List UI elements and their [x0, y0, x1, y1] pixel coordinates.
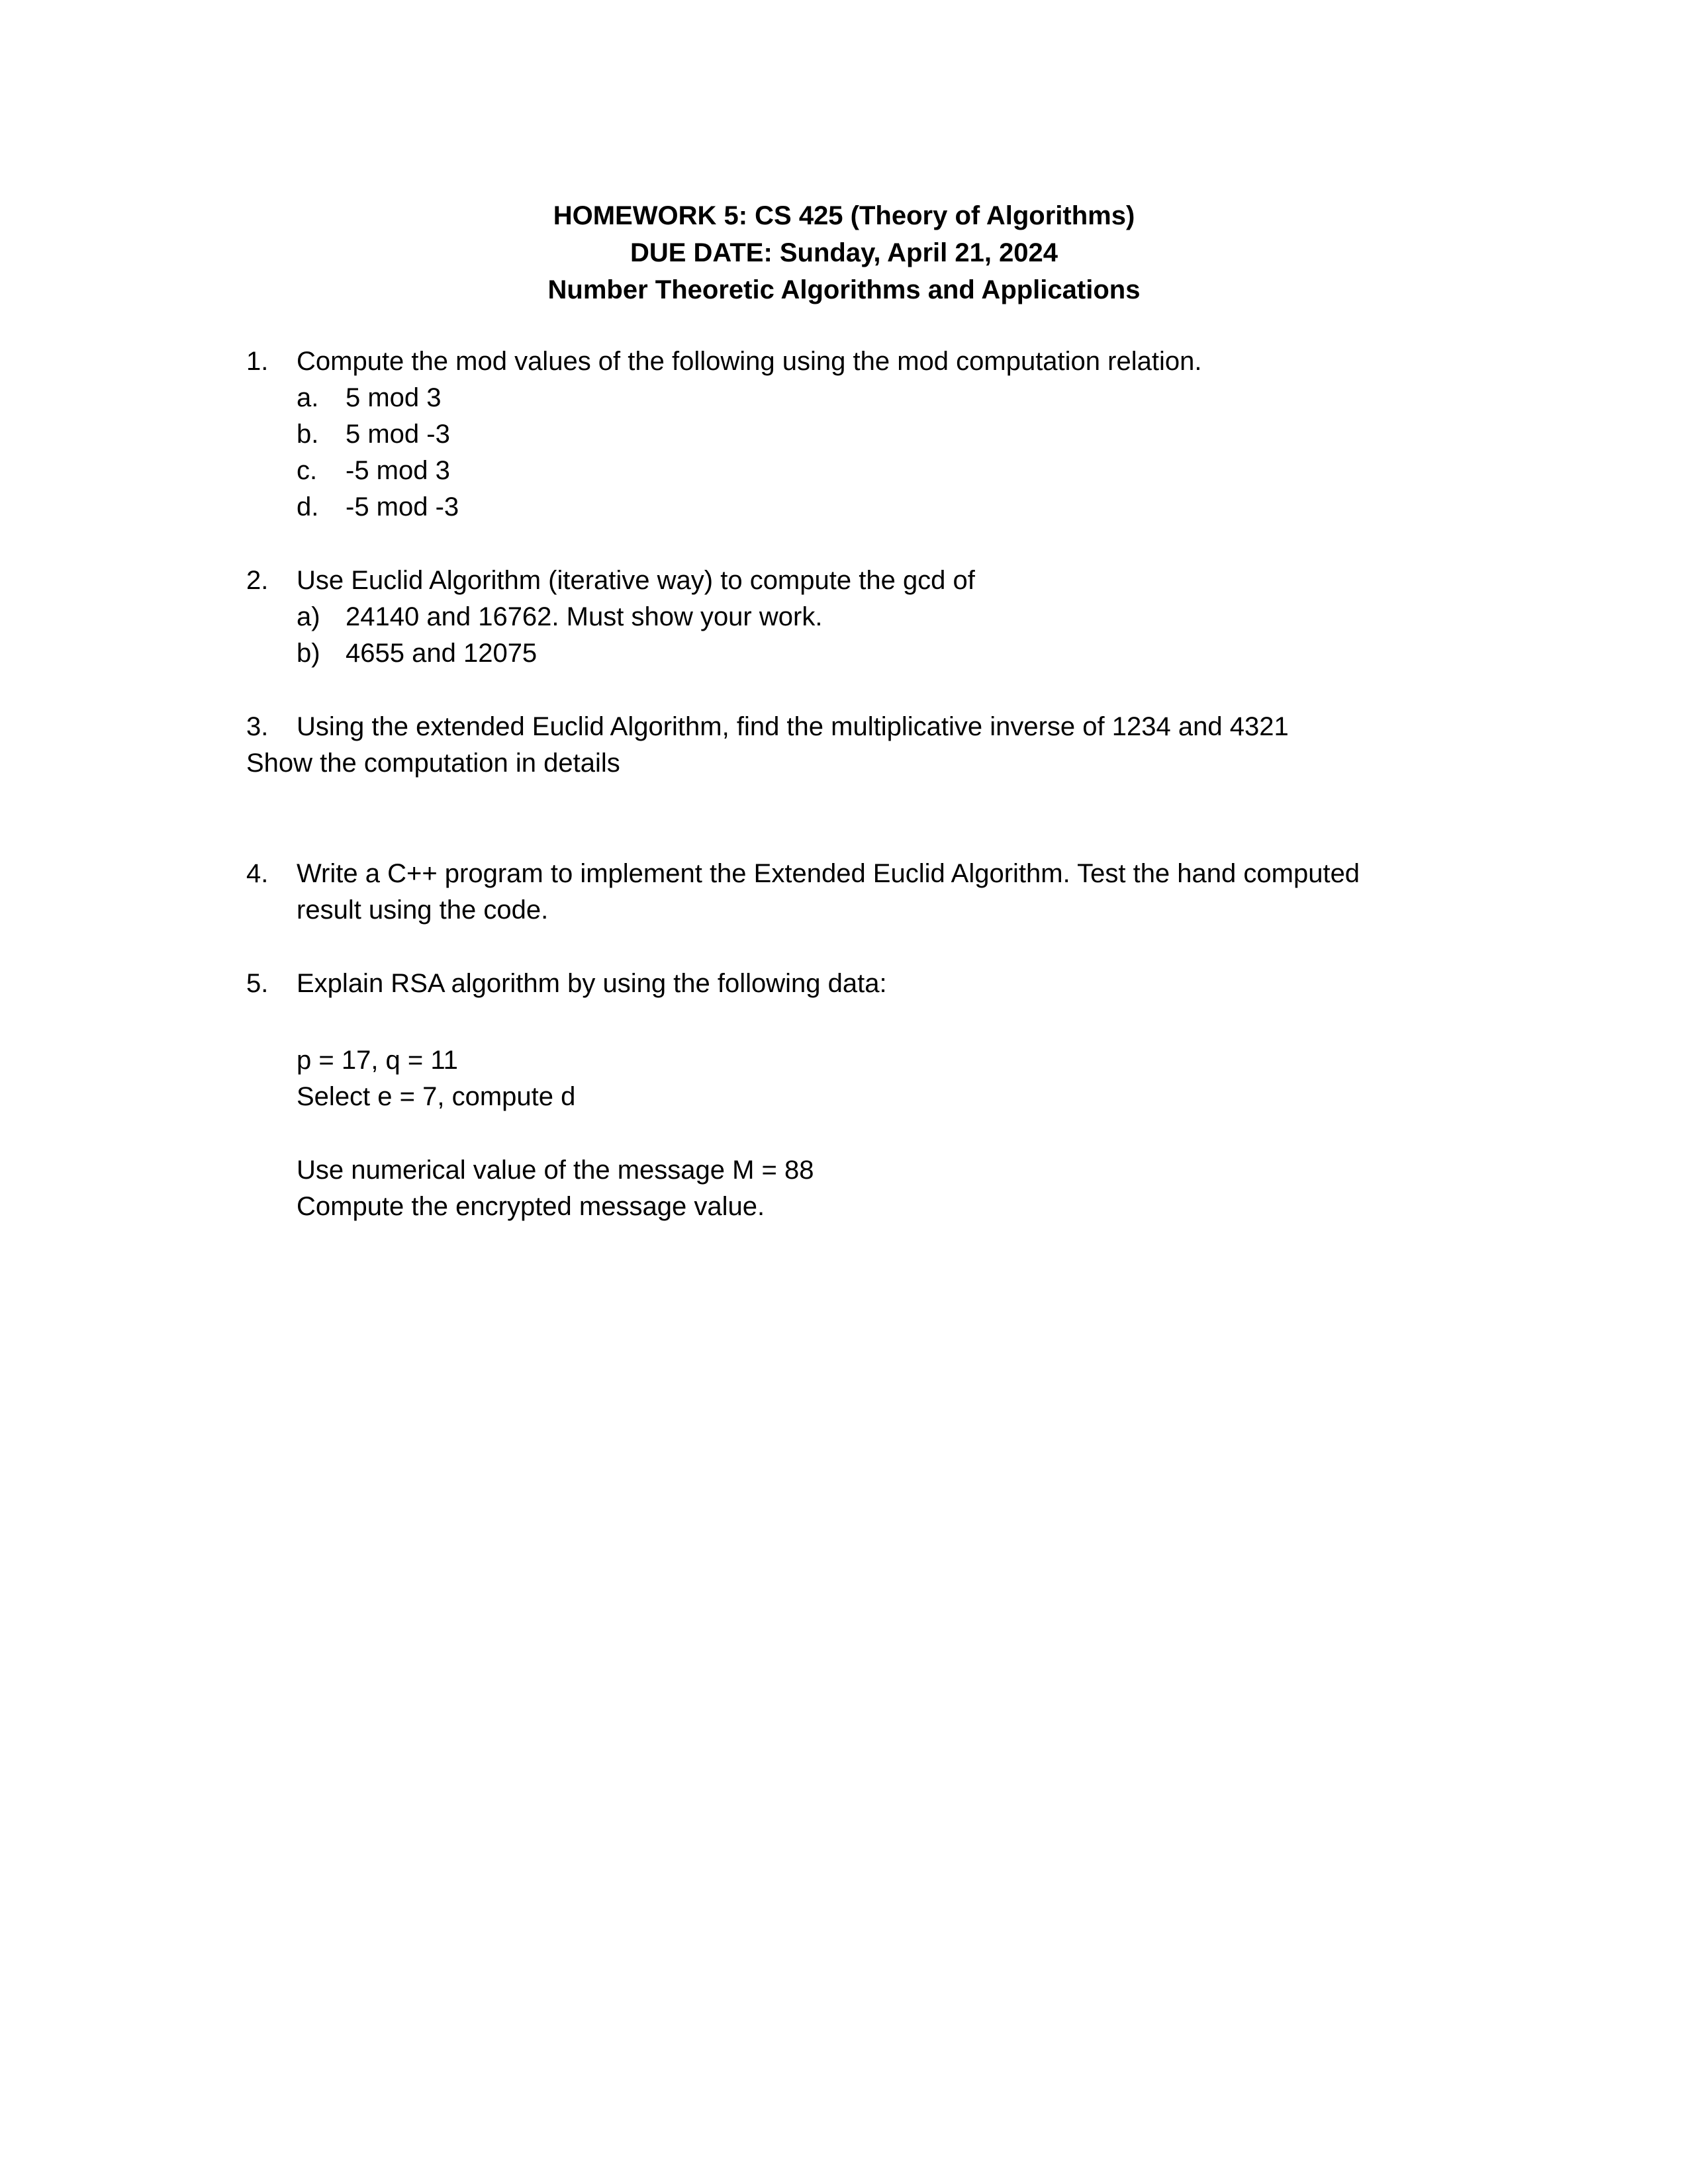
item-label: c.	[297, 456, 318, 485]
question-text: Explain RSA algorithm by using the following data:	[297, 969, 887, 998]
header-due-date: DUE DATE: Sunday, April 21, 2024	[630, 238, 1058, 267]
item-text: 4655 and 12075	[346, 639, 538, 668]
question-number: 4.	[246, 859, 269, 888]
item-text: 5 mod 3	[346, 383, 442, 412]
question-text: Using the extended Euclid Algorithm, find the multiplicative inverse of 1234 and 4321	[297, 712, 1289, 741]
item-text: -5 mod -3	[346, 492, 459, 522]
question-3-continuation: Show the computation in details	[246, 749, 620, 778]
question-number: 1.	[246, 347, 269, 376]
document-header	[0, 197, 1688, 308]
item-label: b.	[297, 420, 319, 449]
item-label: d.	[297, 492, 319, 522]
item-label: b)	[297, 639, 320, 668]
question-4-continuation: result using the code.	[297, 895, 549, 925]
item-text: 5 mod -3	[346, 420, 450, 449]
item-label: a)	[297, 602, 320, 631]
question-text: Use Euclid Algorithm (iterative way) to compute the gcd of	[297, 566, 975, 595]
question-text: Compute the mod values of the following using the mod computation relation.	[297, 347, 1202, 376]
item-text: 24140 and 16762. Must show your work.	[346, 602, 823, 631]
question-number: 5.	[246, 969, 269, 998]
rsa-encrypt-instruction: Compute the encrypted message value.	[297, 1192, 765, 1221]
rsa-primes: p = 17, q = 11	[297, 1046, 458, 1075]
question-number: 2.	[246, 566, 269, 595]
rsa-exponent: Select e = 7, compute d	[297, 1082, 576, 1111]
item-label: a.	[297, 383, 319, 412]
question-number: 3.	[246, 712, 269, 741]
rsa-message: Use numerical value of the message M = 88	[297, 1156, 814, 1185]
question-text: Write a C++ program to implement the Extended Euclid Algorithm. Test the hand computed	[297, 859, 1360, 888]
item-text: -5 mod 3	[346, 456, 450, 485]
header-subtitle: Number Theoretic Algorithms and Applications	[547, 275, 1141, 304]
header-title: HOMEWORK 5: CS 425 (Theory of Algorithms)	[553, 201, 1135, 230]
